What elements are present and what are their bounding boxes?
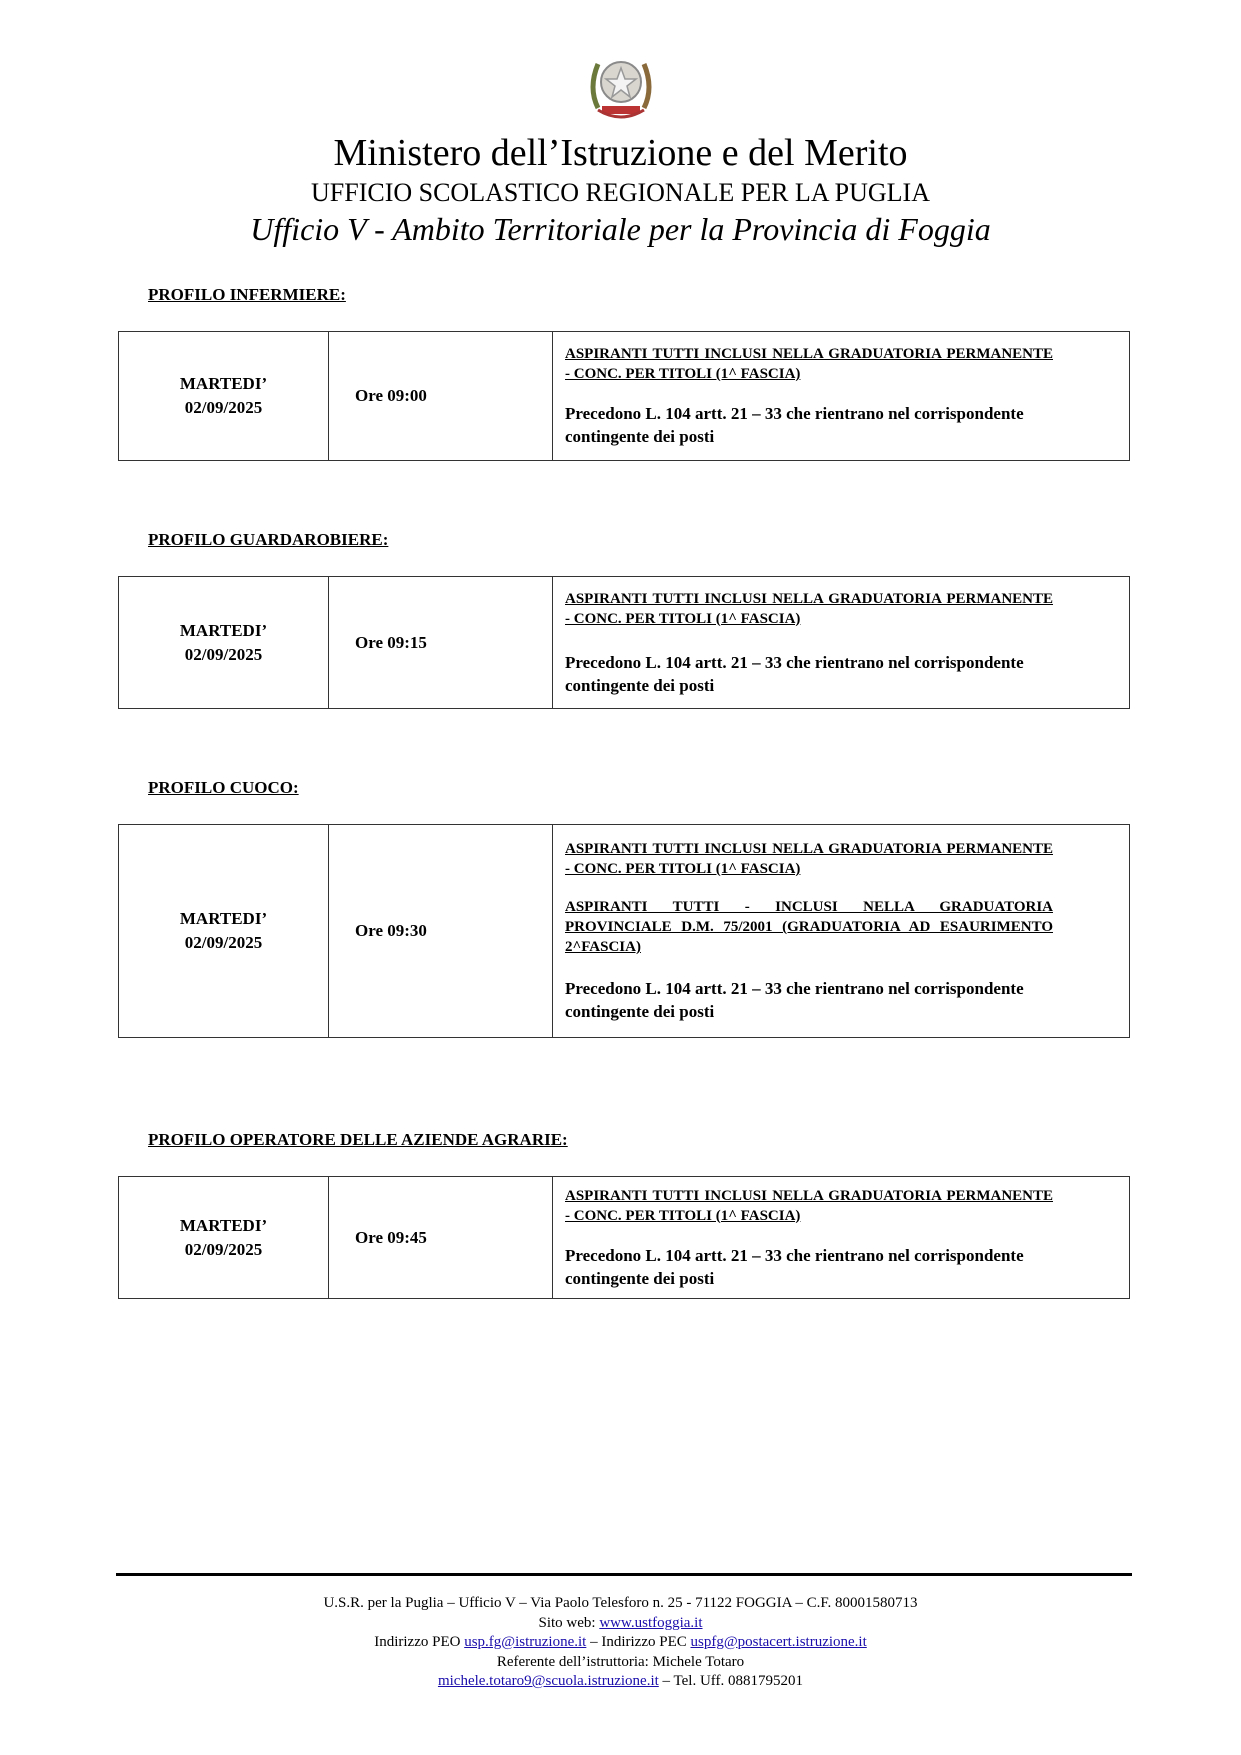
day-label: MARTEDI’ bbox=[179, 1215, 268, 1235]
site-link[interactable]: www.ustfoggia.it bbox=[599, 1614, 703, 1631]
schedule-table-operatore-aziende-agrarie bbox=[118, 1176, 1130, 1299]
aspiranti-text: ASPIRANTI TUTTI INCLUSI NELLA GRADUATORIA PERMANENTE - CONC. PER TITOLI (1^ FASCIA) bbox=[565, 590, 1053, 627]
description-cell bbox=[553, 577, 1130, 709]
referente-phone: – Tel. Uff. 0881795201 bbox=[658, 1673, 804, 1689]
section-title-guardarobiere: PROFILO GUARDAROBIERE: bbox=[148, 530, 389, 549]
site-label: Sito web: bbox=[538, 1614, 600, 1631]
precedence-text: Precedono L. 104 artt. 21 – 33 che rientrano nel corrispondente contingente dei posti bbox=[565, 404, 1024, 446]
date-label: 02/09/2025 bbox=[184, 398, 263, 417]
description-cell bbox=[553, 332, 1130, 461]
regional-office-title: UFFICIO SCOLASTICO REGIONALE PER LA PUGLIA bbox=[311, 178, 930, 207]
pec-email-link[interactable]: uspfg@postacert.istruzione.it bbox=[690, 1634, 867, 1650]
precedence-text: Precedono L. 104 artt. 21 – 33 che rientrano nel corrispondente contingente dei posti bbox=[565, 1245, 1024, 1288]
footer-address: U.S.R. per la Puglia – Ufficio V – Via Paolo Telesforo n. 25 - 71122 FOGGIA – C.F. 80001580713 bbox=[323, 1595, 918, 1611]
day-label: MARTEDI’ bbox=[179, 909, 268, 928]
schedule-table-cuoco bbox=[118, 824, 1130, 1038]
date-cell bbox=[119, 577, 329, 709]
footer bbox=[0, 1594, 1241, 1692]
date-label: 02/09/2025 bbox=[184, 1239, 263, 1259]
italian-republic-emblem-icon bbox=[584, 48, 658, 128]
footer-email-line bbox=[0, 1633, 1241, 1653]
section-title-infermiere: PROFILO INFERMIERE: bbox=[148, 285, 346, 304]
aspiranti-text: ASPIRANTI TUTTI INCLUSI NELLA GRADUATORIA PERMANENTE - CONC. PER TITOLI (1^ FASCIA) bbox=[565, 346, 1053, 382]
pec-label: – Indirizzo PEC bbox=[586, 1634, 691, 1650]
precedence-text: Precedono L. 104 artt. 21 – 33 che rientrano nel corrispondente contingente dei posti bbox=[565, 979, 1024, 1021]
footer-contact-line bbox=[0, 1672, 1241, 1692]
schedule-table-guardarobiere bbox=[118, 576, 1130, 709]
aspiranti-text: ASPIRANTI TUTTI - INCLUSI NELLA GRADUATORIA PROVINCIALE D.M. 75/2001 (GRADUATORIA AD ESAURIMENTO 2^FASCIA) bbox=[565, 899, 1053, 955]
ministry-title: Ministero dell’Istruzione e del Merito bbox=[333, 132, 908, 174]
description-cell bbox=[553, 1177, 1130, 1299]
peo-label: Indirizzo PEO bbox=[374, 1634, 465, 1650]
time-cell: Ore 09:45 bbox=[329, 1177, 553, 1299]
peo-email-link[interactable]: usp.fg@istruzione.it bbox=[464, 1634, 587, 1650]
section-title-cuoco: PROFILO CUOCO: bbox=[148, 778, 299, 797]
precedence-text: Precedono L. 104 artt. 21 – 33 che rientrano nel corrispondente contingente dei posti bbox=[565, 652, 1024, 695]
footer-divider bbox=[116, 1573, 1132, 1576]
footer-referente: Referente dell’istruttoria: Michele Totaro bbox=[496, 1653, 745, 1670]
aspiranti-text: ASPIRANTI TUTTI INCLUSI NELLA GRADUATORIA PERMANENTE - CONC. PER TITOLI (1^ FASCIA) bbox=[565, 1187, 1053, 1224]
footer-site-line bbox=[0, 1614, 1241, 1634]
date-cell bbox=[119, 332, 329, 461]
date-cell bbox=[119, 825, 329, 1038]
office-subtitle: Ufficio V - Ambito Territoriale per la Provincia di Foggia bbox=[250, 211, 991, 247]
day-label: MARTEDI’ bbox=[179, 620, 268, 640]
time-cell: Ore 09:00 bbox=[329, 332, 553, 461]
time-cell: Ore 09:15 bbox=[329, 577, 553, 709]
schedule-table-infermiere bbox=[118, 331, 1130, 461]
date-label: 02/09/2025 bbox=[184, 644, 263, 664]
time-cell: Ore 09:30 bbox=[329, 825, 553, 1038]
day-label: MARTEDI’ bbox=[179, 374, 268, 393]
aspiranti-text: ASPIRANTI TUTTI INCLUSI NELLA GRADUATORIA PERMANENTE - CONC. PER TITOLI (1^ FASCIA) bbox=[565, 841, 1053, 877]
date-label: 02/09/2025 bbox=[184, 933, 263, 952]
referente-email-link[interactable]: michele.totaro9@scuola.istruzione.it bbox=[437, 1673, 659, 1689]
description-cell bbox=[553, 825, 1130, 1038]
date-cell bbox=[119, 1177, 329, 1299]
section-title-operatore-aziende-agrarie: PROFILO OPERATORE DELLE AZIENDE AGRARIE: bbox=[148, 1130, 568, 1149]
